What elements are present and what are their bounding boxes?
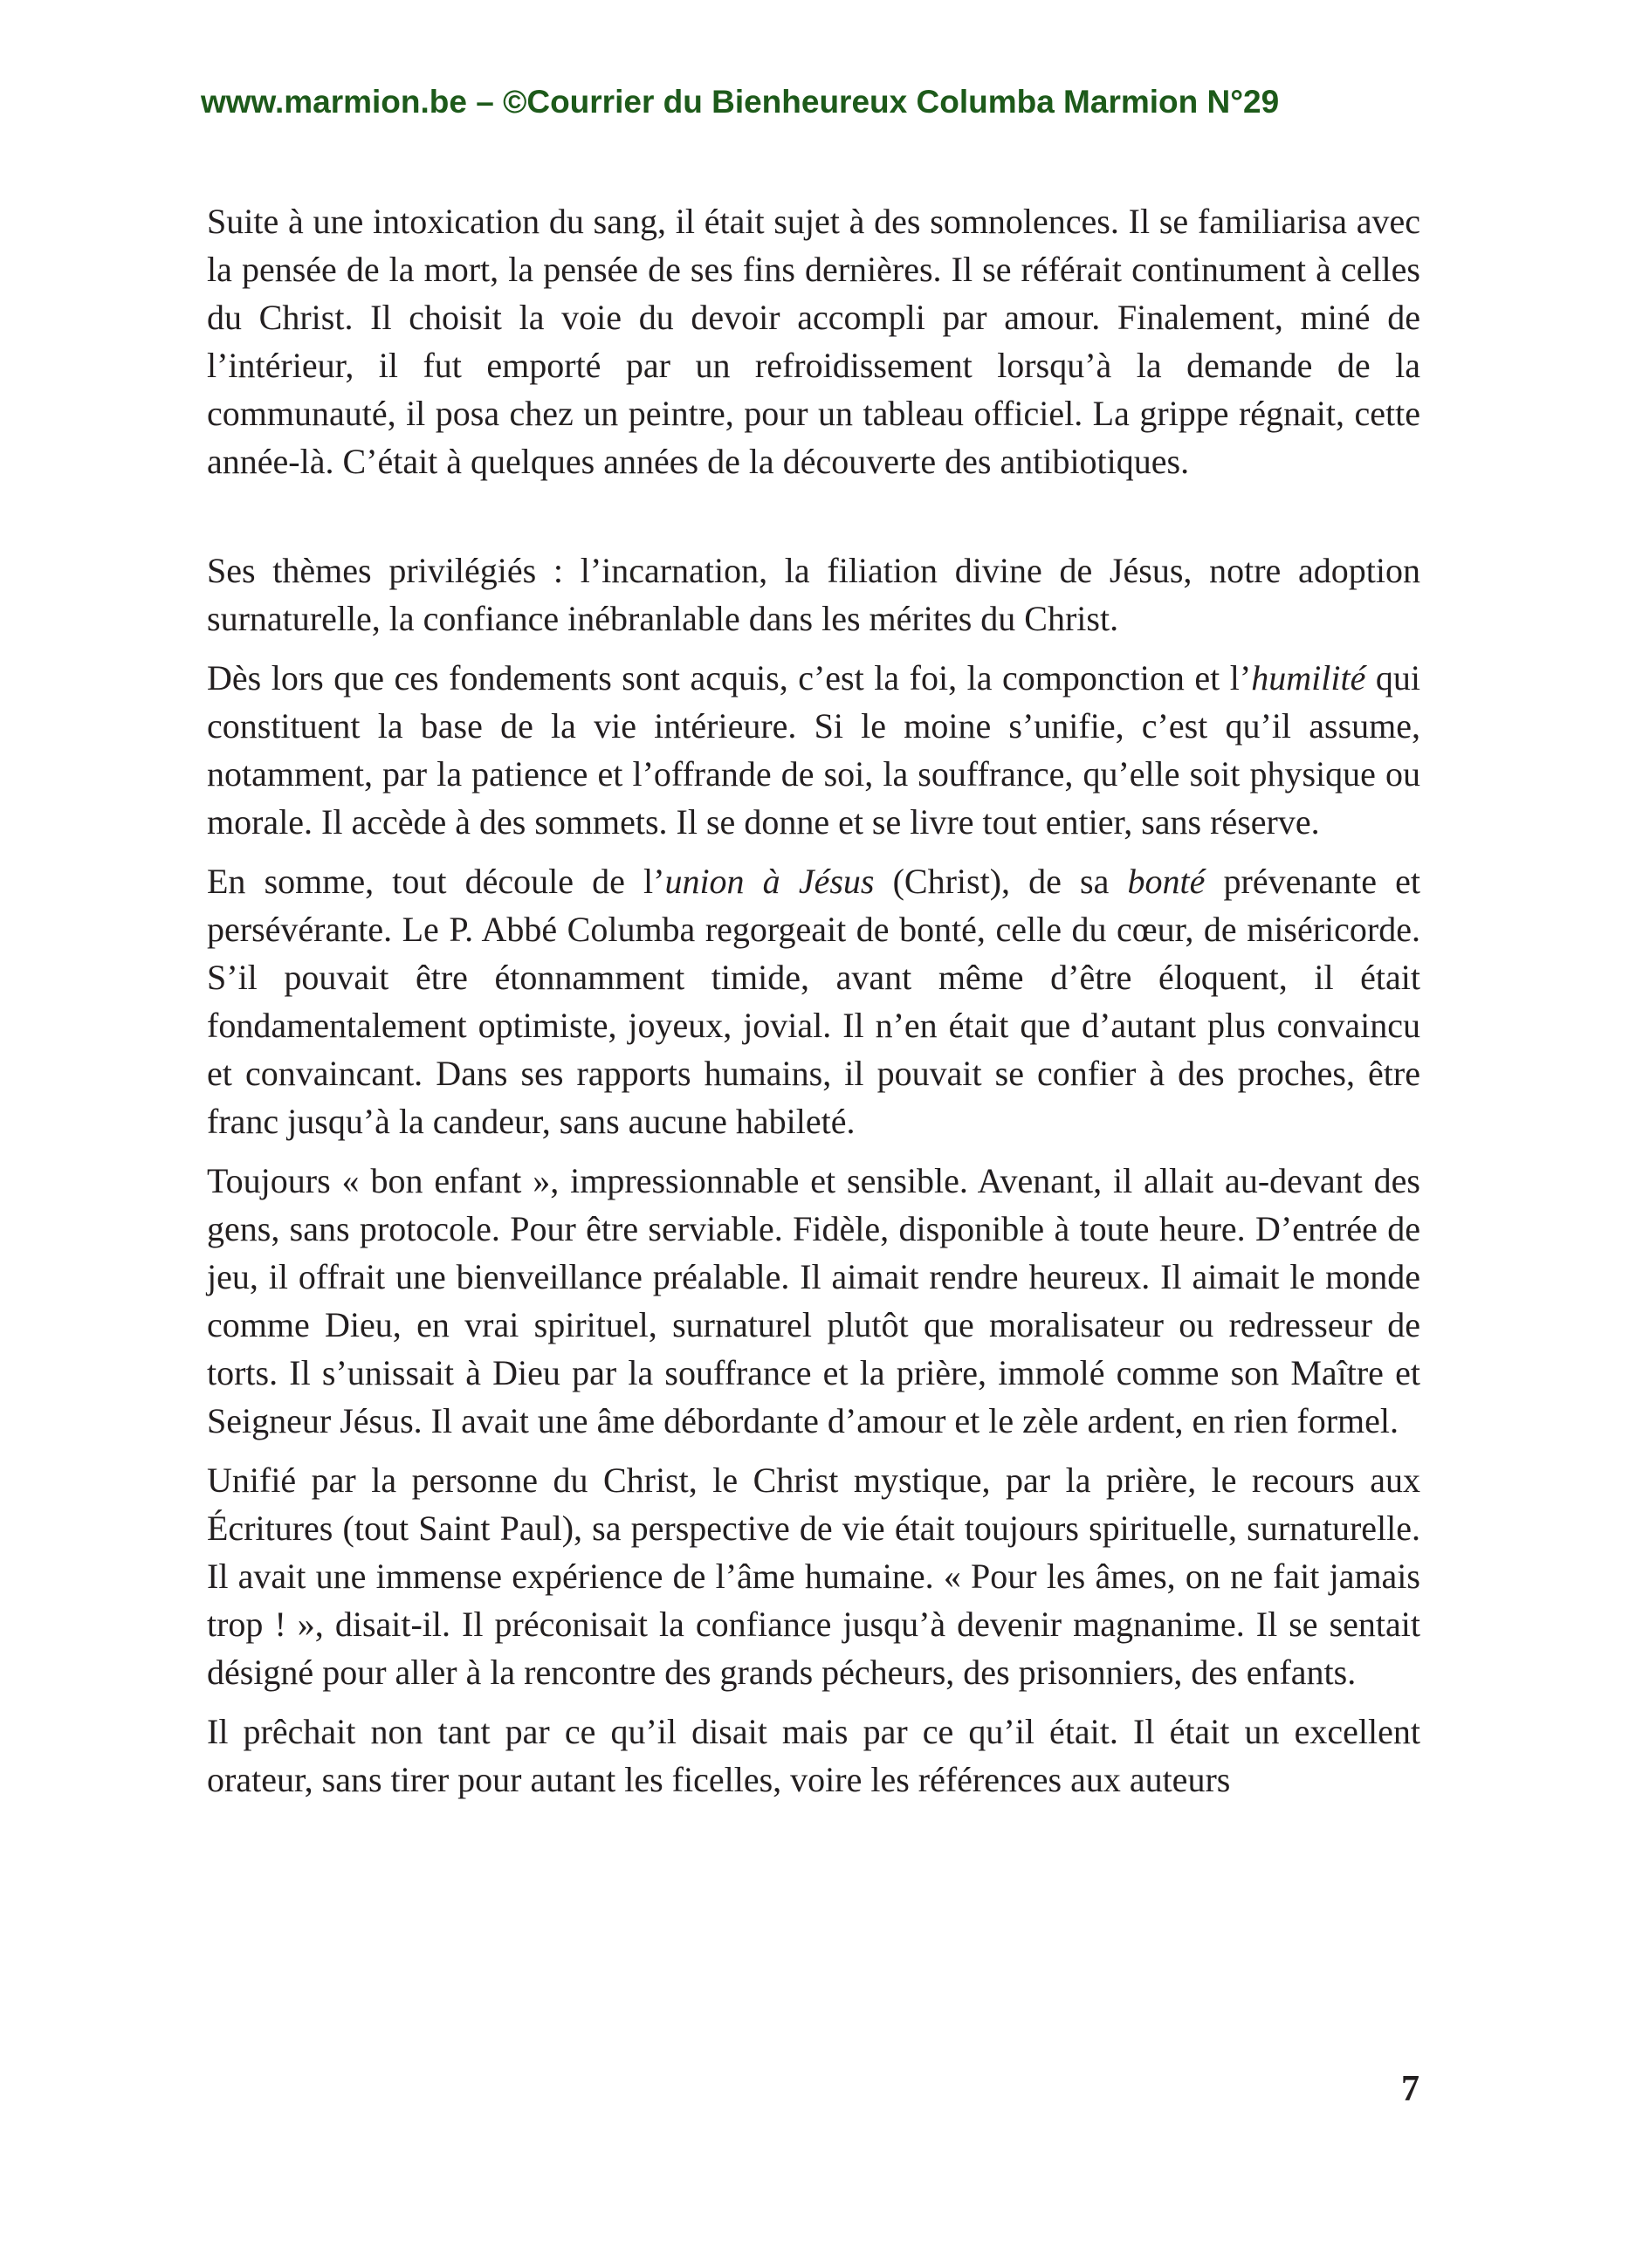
paragraph-5 — [207, 1157, 1420, 1445]
paragraph-7-text: Il prêchait non tant par ce qu’il disait mais par ce qu’il était. Il était un excellent orateur, sans tirer pour autant les ficelles, voire les références aux auteurs — [207, 1712, 1420, 1799]
body-text — [207, 197, 1420, 1815]
paragraph-2 — [207, 546, 1420, 643]
paragraph-3-text-b: qui constituent la base de la vie intérieure. Si le moine s’unifie, c’est qu’il assume, notamment, par la patience et l’offrande de soi, la souffrance, qu’elle soit physique ou morale. Il accède à des sommets. Il se donne et se livre tout entier, sans réserve. — [207, 658, 1420, 842]
paragraph-5-text: Toujours « bon enfant », impressionnable et sensible. Avenant, il allait au-devant des gens, sans protocole. Pour être serviable. Fidèle, disponible à toute heure. D’entrée de jeu, il offrait une bienveillance préalable. Il aimait rendre heureux. Il aimait le monde comme Dieu, en vrai spirituel, surnaturel plutôt que moralisateur ou redresseur de torts. Il s’unissait à Dieu par la souffrance et la prière, immolé comme son Maître et Seigneur Jésus. Il avait une âme débordante d’amour et le zèle ardent, en rien formel. — [207, 1161, 1420, 1440]
paragraph-1 — [207, 197, 1420, 485]
paragraph-6 — [207, 1456, 1420, 1696]
paragraph-2-text: Ses thèmes privilégiés : l’incarnation, la filiation divine de Jésus, notre adoption surnaturelle, la confiance inébranlable dans les mérites du Christ. — [207, 551, 1420, 638]
paragraph-4-text-a: En somme, tout découle de l’ — [207, 862, 665, 901]
running-header: www.marmion.be – ©Courrier du Bienheureux Columba Marmion N°29 — [201, 84, 1280, 120]
paragraph-4-text-b: (Christ), de sa — [874, 862, 1128, 901]
paragraph-4-italic-bonte: bonté — [1127, 862, 1206, 901]
paragraph-3 — [207, 654, 1420, 846]
paragraph-4 — [207, 857, 1420, 1145]
paragraph-4-italic-union: union à Jésus — [664, 862, 875, 901]
paragraph-4-text-c: prévenante et persévérante. Le P. Abbé Columba regorgeait de bonté, celle du cœur, de miséricorde. S’il pouvait être étonnamment timide, avant même d’être éloquent, il était fondamentalement optimiste, joyeux, jovial. Il n’en était que d’autant plus convaincu et convaincant. Dans ses rapports humains, il pouvait se confier à des proches, être franc jusqu’à la candeur, sans aucune habileté. — [207, 862, 1420, 1141]
paragraph-1-text: Suite à une intoxication du sang, il était sujet à des somnolences. Il se familiarisa avec la pensée de la mort, la pensée de ses fins dernières. Il se référait continument à celles du Christ. Il choisit la voie du devoir accompli par amour. Finalement, miné de l’intérieur, il fut emporté par un refroidissement lorsqu’à la demande de la communauté, il posa chez un peintre, pour un tableau officiel. La grippe régnait, cette année-là. C’était à quelques années de la découverte des antibiotiques. — [207, 202, 1420, 481]
paragraph-6-text: Unifié par la personne du Christ, le Christ mystique, par la prière, le recours aux Écritures (tout Saint Paul), sa perspective de vie était toujours spirituelle, surnaturelle. Il avait une immense expérience de l’âme humaine. « Pour les âmes, on ne fait jamais trop ! », disait-il. Il préconisait la confiance jusqu’à devenir magnanime. Il se sentait désigné pour aller à la rencontre des grands pécheurs, des prisonniers, des enfants. — [207, 1460, 1420, 1692]
paragraph-3-text-a: Dès lors que ces fondements sont acquis, c’est la foi, la componction et l’ — [207, 658, 1252, 698]
page-number: 7 — [1401, 2069, 1419, 2109]
paragraph-3-italic-humilite: humilité — [1251, 658, 1366, 698]
paragraph-7 — [207, 1708, 1420, 1804]
